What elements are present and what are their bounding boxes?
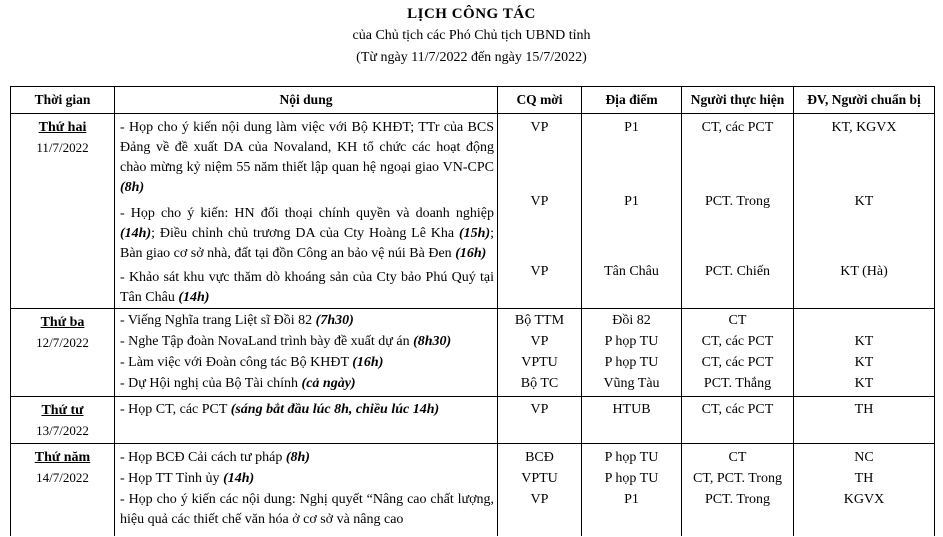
preparer-value: KT (854, 334, 874, 349)
day-date: 13/7/2022 (36, 423, 89, 438)
day-date: 11/7/2022 (36, 140, 89, 155)
location-value: P họp TU (604, 355, 659, 370)
location-value: P1 (624, 120, 639, 135)
preparer-value: TH (854, 471, 874, 486)
location-value: Tân Châu (604, 264, 659, 279)
agenda-item: - Họp CT, các PCT (sáng bắt đầu lúc 8h, chiều lúc 14h) (120, 402, 440, 417)
location-value: HTUB (612, 402, 651, 417)
day-name: Thứ tư (41, 403, 84, 418)
content-cell (115, 444, 498, 537)
executor-value: CT, các PCT (701, 120, 774, 135)
executor-value: CT (728, 450, 747, 465)
location-value: P1 (624, 492, 639, 507)
agenda-item: - Họp cho ý kiến nội dung làm việc với Bộ KHĐT; TTr của BCS Đảng về đề xuất DA của Novaland, KH tổ chức các hoạt động chào mừng kỷ niệm 55 năm thiết lập quan hệ ngoại giao VN-CPC (8h) (120, 120, 494, 195)
preparer-cell (794, 397, 935, 444)
day-date: 12/7/2022 (36, 335, 89, 350)
preparer-cell (794, 444, 935, 537)
location-cell (582, 114, 682, 309)
agenda-item: - Họp BCĐ Cải cách tư pháp (8h) (120, 450, 310, 465)
executor-value: CT, các PCT (701, 402, 774, 417)
inviter-cell (498, 309, 582, 397)
day-name: Thứ ba (40, 315, 85, 330)
location-cell (582, 444, 682, 537)
inviter-value: Bộ TTM (514, 313, 565, 328)
executor-value: CT, các PCT (701, 355, 774, 370)
col-header-preparer: ĐV, Người chuẩn bị (794, 87, 935, 114)
day-date: 14/7/2022 (36, 470, 89, 485)
day-cell (11, 114, 115, 309)
preparer-value: KT (854, 355, 874, 370)
inviter-cell (498, 444, 582, 537)
executor-value: PCT. Trong (704, 492, 771, 507)
preparer-value: KT (854, 376, 874, 391)
preparer-value: NC (854, 450, 874, 465)
location-value: P họp TU (604, 450, 659, 465)
agenda-item: - Họp cho ý kiến các nội dung: Nghị quyết “Nâng cao chất lượng, hiệu quả các thiết chế văn hóa ở cơ sở và nâng cao (120, 492, 494, 527)
preparer-value (794, 311, 934, 331)
col-header-content: Nội dung (115, 87, 498, 114)
executor-value: CT, các PCT (701, 334, 774, 349)
executor-cell (682, 114, 794, 309)
executor-value: PCT. Chiến (704, 264, 771, 279)
inviter-cell (498, 397, 582, 444)
col-header-inviter: CQ mời (498, 87, 582, 114)
content-cell (115, 397, 498, 444)
inviter-cell (498, 114, 582, 309)
date-range: (Từ ngày 11/7/2022 đến ngày 15/7/2022) (356, 50, 587, 65)
table-row (11, 309, 935, 397)
preparer-value: KT (Hà) (840, 264, 888, 279)
table-row (11, 397, 935, 444)
col-header-time: Thời gian (11, 87, 115, 114)
location-cell (582, 309, 682, 397)
preparer-value: KT (854, 194, 874, 209)
preparer-value: TH (854, 402, 874, 417)
executor-value: PCT. Thắng (703, 376, 772, 391)
preparer-cell (794, 114, 935, 309)
preparer-value: KGVX (843, 492, 885, 507)
inviter-value: VPTU (521, 471, 558, 486)
day-name: Thứ năm (34, 450, 91, 465)
executor-cell (682, 444, 794, 537)
agenda-item: - Họp TT Tỉnh ủy (14h) (120, 471, 255, 486)
day-name: Thứ hai (38, 120, 87, 135)
page-subtitle: của Chủ tịch các Phó Chủ tịch UBND tỉnh (352, 28, 591, 43)
inviter-value: VP (530, 334, 549, 349)
col-header-executor: Người thực hiện (682, 87, 794, 114)
inviter-value: VP (530, 264, 549, 279)
preparer-cell (794, 309, 935, 397)
agenda-item: - Họp cho ý kiến: HN đối thoại chính quyền và doanh nghiệp (14h); Điều chỉnh chủ trương DA của Cty Hoàng Lê Kha (15h); Bàn giao cơ sở nhà, đất tại đồn Công an bảo vệ núi Bà Đen (16h) (120, 206, 495, 261)
location-value: P họp TU (604, 334, 659, 349)
table-row (11, 444, 935, 537)
executor-value: CT (728, 313, 747, 328)
day-cell (11, 397, 115, 444)
executor-cell (682, 309, 794, 397)
page-title: LỊCH CÔNG TÁC (407, 6, 536, 22)
inviter-value: VP (530, 402, 549, 417)
inviter-value: BCĐ (525, 450, 554, 465)
location-cell (582, 397, 682, 444)
preparer-value: KT, KGVX (831, 120, 897, 135)
location-value: P họp TU (604, 471, 659, 486)
location-value: Đồi 82 (612, 313, 651, 328)
content-cell (115, 309, 498, 397)
agenda-item: - Làm việc với Đoàn công tác Bộ KHĐT (16h) (120, 355, 384, 370)
executor-value: CT, PCT. Trong (693, 471, 782, 486)
agenda-item: - Khảo sát khu vực thăm dò khoáng sản của Cty bảo Phú Quý tại Tân Châu (14h) (120, 270, 494, 305)
agenda-item: - Dự Hội nghị của Bộ Tài chính (cả ngày) (120, 376, 356, 391)
executor-cell (682, 397, 794, 444)
table-header-row (11, 87, 935, 114)
content-cell (115, 114, 498, 309)
inviter-value: VPTU (521, 355, 558, 370)
col-header-location: Địa điểm (582, 87, 682, 114)
inviter-value: VP (530, 194, 549, 209)
location-value: Vũng Tàu (603, 376, 660, 391)
day-cell (11, 444, 115, 537)
inviter-value: VP (530, 120, 549, 135)
agenda-item: - Viếng Nghĩa trang Liệt sĩ Đồi 82 (7h30) (120, 313, 354, 328)
inviter-value: VP (530, 492, 549, 507)
day-cell (11, 309, 115, 397)
location-value: P1 (624, 194, 639, 209)
table-row (11, 114, 935, 309)
inviter-value: Bộ TC (520, 376, 559, 391)
executor-value: PCT. Trong (704, 194, 771, 209)
schedule-table (10, 86, 935, 536)
agenda-item: - Nghe Tập đoàn NovaLand trình bày đề xuất dự án (8h30) (120, 334, 452, 349)
